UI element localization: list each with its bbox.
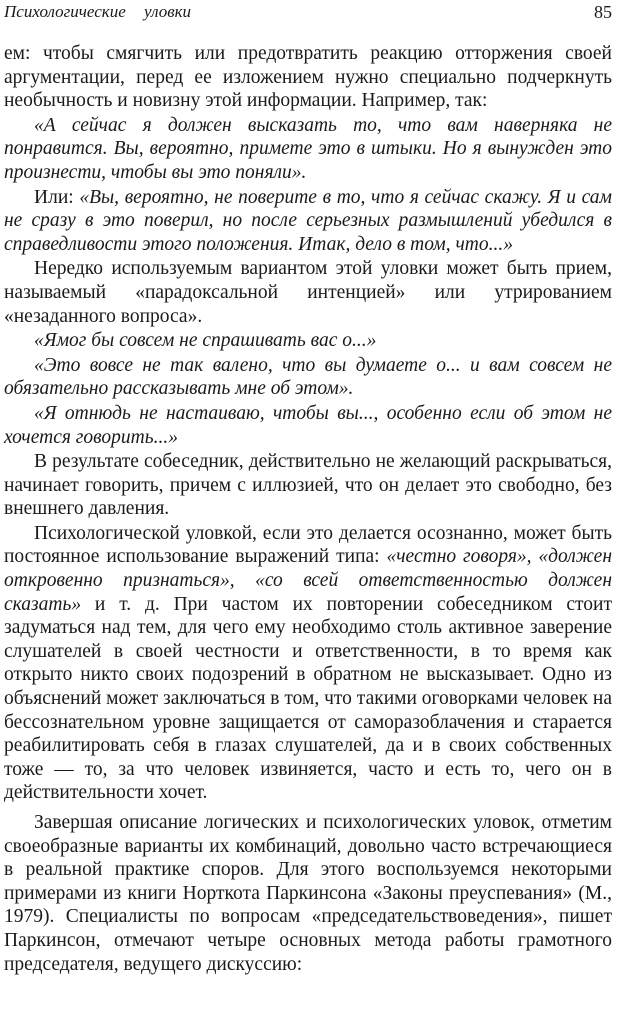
quote-paragraph: «Ямог бы совсем не спрашивать вас о...» [34, 330, 377, 352]
text-run: Психологической уловкой, если это делается осознанно, может быть постоянное использование выражений типа: [4, 522, 612, 568]
paragraph: Нередко используемым вариантом этой уловки может быть прием, называемый «парадоксальной интенцией» или утрированием «незаданного вопроса». [4, 258, 612, 327]
quote-text: «Вы, вероятно, не поверите в то, что я сейчас скажу. Я и сам не сразу в это поверил, но после серьезных размышлений убедился в справедливости этого положения. Итак, дело в том, что...» [4, 186, 612, 255]
page-number: 85 [594, 2, 612, 22]
running-header [4, 2, 612, 26]
quote-paragraph: «Это вовсе не так валено, что вы думаете о... и вам совсем не обязательно рассказывать мне об этом». [4, 354, 612, 400]
mixed-paragraph [4, 186, 612, 257]
quote-paragraph: «Я отнюдь не настаиваю, чтобы вы..., особенно если об этом не хочется говорить...» [4, 402, 612, 448]
paragraph: Завершая описание логических и психологических уловок, отметим своеобразные варианты их комбинаций, довольно часто встречающиеся в реальной практике споров. Для этого воспользуемся некоторыми примерами из книги Норткота Паркинсона «Законы преуспевания» (М., 1979). Специалисты по вопросам «председательствоведения», пишет Паркинсон, отмечают четыре основных метода работы грамотного председателя, ведущего дискуссию: [4, 812, 612, 975]
page-body [4, 42, 612, 977]
paragraph-continuation: ем: чтобы смягчить или предотвратить реакцию отторжения своей аргументации, перед ее изложением нужно специально подчеркнуть необычность и новизну этой информации. Например, так: [4, 43, 612, 112]
header-title-part2: уловки [144, 2, 192, 21]
quote-paragraph: «А сейчас я должен высказать то, что вам наверняка не понравится. Вы, вероятно, примете это в штыки. Но я вынужден это произнести, чтобы вы это поняли». [4, 114, 612, 183]
text-run: и т. д. При частом их повторении собеседником стоит задуматься над тем, для чего ему необходимо столь активное заверение слушателей в своей честности и ответственности, в то время как открыто никто своих подозрений в обратном не высказывает. Одно из объяснений может заключаться в том, что такими оговорками человек на бессознательном уровне защищается от саморазоблачения и старается реабилитировать себя в глазах слушателей, да и в своих собственных тоже — то, за что человек извиняется, часто и есть то, чего он в действительности хочет. [4, 593, 612, 804]
italic-text-run: «честно говоря», «должен откровенно признаться», «со всей ответственностью должен сказать» [4, 546, 612, 615]
rich-paragraph [4, 522, 612, 805]
paragraph: В результате собеседник, действительно не желающий раскрываться, начинает говорить, причем с иллюзией, что он делает это свободно, без внешнего давления. [4, 451, 612, 520]
header-title-part1: Психологические [4, 2, 126, 21]
lead-text: Или: [34, 186, 80, 208]
